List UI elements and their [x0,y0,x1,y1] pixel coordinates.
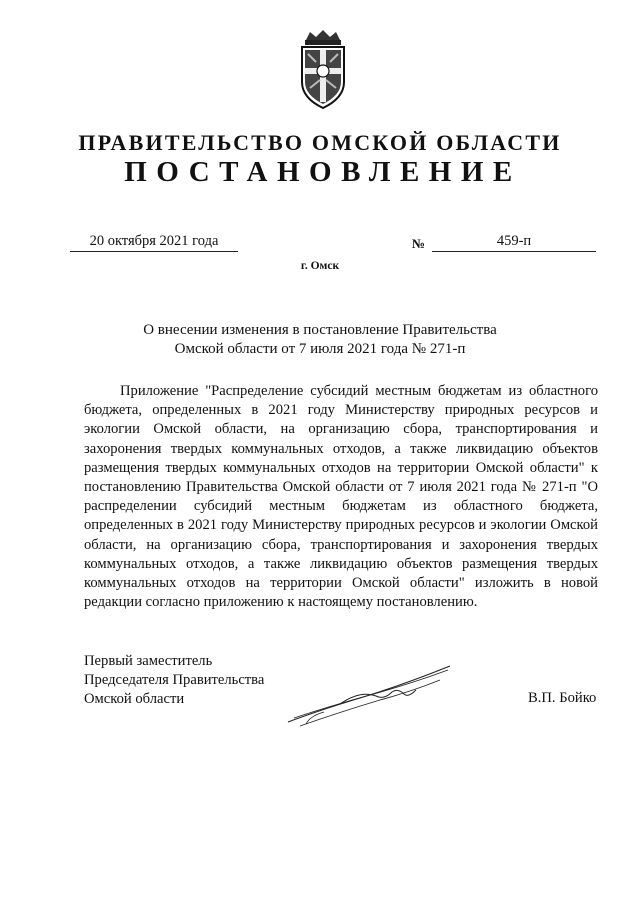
document-date: 20 октября 2021 года [70,233,238,252]
signer-title-line: Омской области [84,691,185,708]
document-number: 459-п [432,233,596,252]
signer-name: В.П. Бойко [528,690,597,706]
document-type: ПОСТАНОВЛЕНИЕ [124,156,522,188]
subject-line: О внесении изменения в постановление Правительства [143,322,497,338]
number-sign: № [412,236,426,251]
body-paragraph: Приложение "Распределение субсидий местным бюджетам из областного бюджета, определенных в 2021 году Министерству природных ресурсов и экологии Омской области, на организацию сбора, транспортирования и захоронения твердых коммунальных отходов, а также ликвидацию объектов размещения твердых коммунальных отходов на территории Омской области" к постановлению Правительства Омской области от 7 июля 2021 года № 271-п "О распределении субсидий местным бюджетам из областного бюджета, определенных в 2021 году Министерству природных ресурсов и экологии Омской области, на организацию сбора, транспортирования и захоронения твердых коммунальных отходов, а также ликвидацию объектов размещения твердых коммунальных отходов на территории Омской области" изложить в новой редакции согласно приложению к настоящему постановлению. [84,383,598,611]
city: г. Омск [300,260,340,272]
document-subject [120,321,520,359]
government-title: ПРАВИТЕЛЬСТВО ОМСКОЙ ОБЛАСТИ [78,130,562,155]
signer-title-line: Председателя Правительства [84,672,265,689]
subject-line: Омской области от 7 июля 2021 года № 271-п [174,341,466,357]
signer-title-line: Первый заместитель [84,653,213,669]
signer-title [84,652,264,710]
omsk-coat-of-arms-icon [296,28,350,112]
handwritten-signature [280,660,455,730]
